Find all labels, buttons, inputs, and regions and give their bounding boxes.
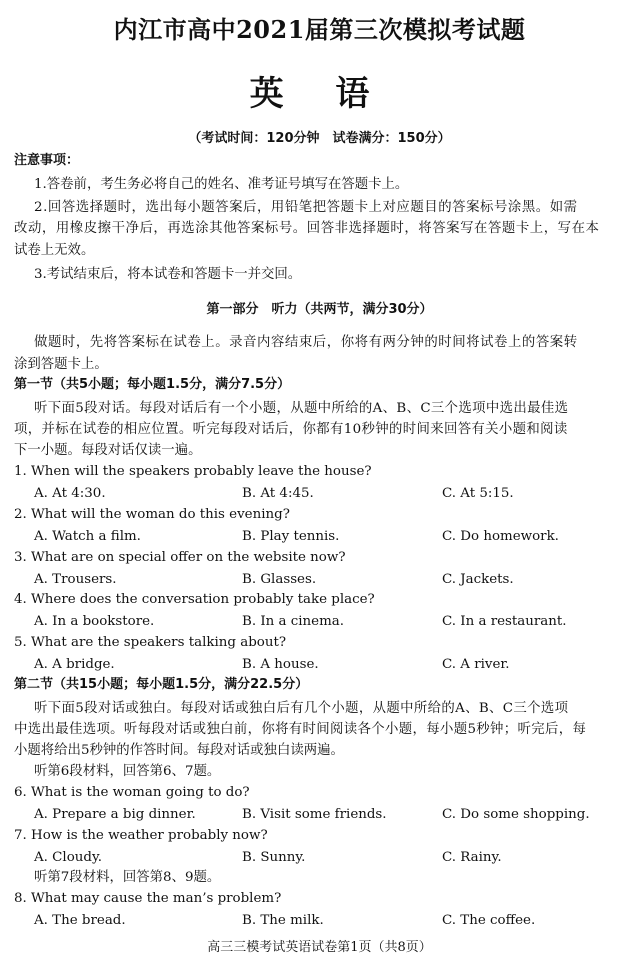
q7-option-c: C. Rainy.	[442, 850, 502, 865]
q1-option-b: B. At 4:45.	[242, 486, 314, 501]
q6-option-a: A. Prepare a big dinner.	[34, 807, 196, 822]
q4-option-c: C. In a restaurant.	[442, 614, 567, 629]
exam-info: （考试时间：120分钟 试卷满分：150分）	[188, 131, 451, 146]
q8-option-b: B. The milk.	[242, 913, 324, 928]
q2-option-b: B. Play tennis.	[242, 529, 340, 544]
q8-option-c: C. The coffee.	[442, 913, 536, 928]
section1-instr-line-1: 听下面5段对话。每段对话后有一个小题，从题中所给的A、B、C三个选项中选出最佳选	[34, 401, 569, 416]
question-6: 6. What is the woman going to do?	[14, 785, 250, 800]
q5-option-b: B. A house.	[242, 657, 319, 672]
material-6-label: 听第6段材料，回答第6、7题。	[34, 764, 221, 779]
q1-option-a: A. At 4:30.	[34, 486, 106, 501]
part1-intro-line-2: 涂到答题卡上。	[14, 357, 108, 372]
section2-instr-line-1: 听下面5段对话或独白。每段对话或独白后有几个小题，从题中所给的A、B、C三个选项	[34, 701, 569, 716]
notice-item-3: 3.考试结束后，将本试卷和答题卡一并交回。	[34, 267, 302, 282]
question-5: 5. What are the speakers talking about?	[14, 635, 287, 650]
notice-item-2-line-3: 试卷上无效。	[14, 243, 95, 258]
q8-option-a: A. The bread.	[34, 913, 126, 928]
q4-option-b: B. In a cinema.	[242, 614, 345, 629]
subject-title: 英 语	[249, 74, 390, 114]
q6-option-b: B. Visit some friends.	[242, 807, 387, 822]
question-1: 1. When will the speakers probably leave the house?	[14, 464, 372, 479]
section1-instr-line-3: 下一小题。每段对话仅读一遍。	[14, 443, 202, 458]
exam-title: 内江市高中2021届第三次模拟考试题	[113, 15, 526, 44]
part1-heading: 第一部分 听力（共两节，满分30分）	[206, 302, 433, 317]
q4-option-a: A. In a bookstore.	[34, 614, 155, 629]
q7-option-a: A. Cloudy.	[34, 850, 103, 865]
question-2: 2. What will the woman do this evening?	[14, 507, 290, 522]
q2-option-c: C. Do homework.	[442, 529, 559, 544]
question-3: 3. What are on special offer on the website now?	[14, 550, 346, 565]
q7-option-b: B. Sunny.	[242, 850, 306, 865]
section2-instr-line-3: 小题将给出5秒钟的作答时间。每段对话或独白读两遍。	[14, 743, 344, 758]
question-4: 4. Where does the conversation probably take place?	[14, 592, 375, 607]
section1-heading: 第一节（共5小题；每小题1.5分，满分7.5分）	[14, 377, 291, 392]
q5-option-c: C. A river.	[442, 657, 510, 672]
q6-option-c: C. Do some shopping.	[442, 807, 590, 822]
notice-item-1: 1.答卷前，考生务必将自己的姓名、准考证号填写在答题卡上。	[34, 177, 409, 192]
notice-item-2-line-1: 2.回答选择题时，选出每小题答案后，用铅笔把答题卡上对应题目的答案标号涂黑。如需	[34, 200, 578, 215]
q3-option-c: C. Jackets.	[442, 572, 514, 587]
notice-item-2-line-2: 改动，用橡皮擦干净后，再选涂其他答案标号。回答非选择题时，将答案写在答题卡上，写在本	[14, 221, 600, 236]
q5-option-a: A. A bridge.	[34, 657, 115, 672]
section2-heading: 第二节（共15小题；每小题1.5分，满分22.5分）	[14, 677, 309, 692]
part1-intro-line-1: 做题时，先将答案标在试卷上。录音内容结束后，你将有两分钟的时间将试卷上的答案转	[34, 335, 578, 350]
material-7-label: 听第7段材料，回答第8、9题。	[34, 870, 221, 885]
section2-instr-line-2: 中选出最佳选项。听每段对话或独白前，你将有时间阅读各个小题，每小题5秒钟；听完后，每	[14, 722, 587, 737]
q3-option-a: A. Trousers.	[34, 572, 117, 587]
q3-option-b: B. Glasses.	[242, 572, 317, 587]
notice-heading: 注意事项：	[14, 153, 80, 168]
question-8: 8. What may cause the man’s problem?	[14, 891, 282, 906]
page-footer: 高三三模考试英语试卷第1页（共8页）	[207, 940, 432, 955]
q2-option-a: A. Watch a film.	[34, 529, 141, 544]
question-7: 7. How is the weather probably now?	[14, 828, 268, 843]
q1-option-c: C. At 5:15.	[442, 486, 514, 501]
section1-instr-line-2: 项，并标在试卷的相应位置。听完每段对话后，你都有10秒钟的时间来回答有关小题和阅读	[14, 422, 568, 437]
